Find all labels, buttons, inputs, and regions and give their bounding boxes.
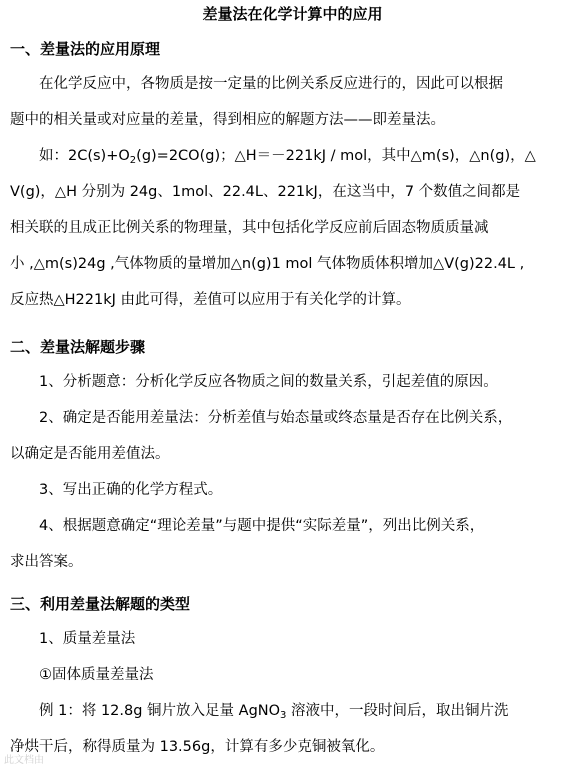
example-values-line-2: 相关联的且成正比例关系的物理量，其中包括化学反应前后固态物质质量减 (10, 220, 489, 236)
step-2-line-2: 以确定是否能用差值法。 (10, 446, 170, 462)
step-1: 1、分析题意：分析化学反应各物质之间的数量关系，引起差值的原因。 (39, 374, 498, 390)
document-title: 差量法在化学计算中的应用 (202, 5, 383, 23)
section-1-heading: 一、差量法的应用原理 (10, 40, 161, 58)
section-3-body (10, 621, 575, 765)
type-1-label: 1、质量差量法 (39, 631, 136, 647)
equation-line: 如：$2C(s)+O_2(g)=2CO(g)$；△H＝－221kJ / mol，其中△m(s)，△n(g)，△ (39, 148, 536, 166)
subtype-1-label: ①固体质量差量法 (39, 667, 154, 683)
section-3-heading: 三、利用差量法解题的类型 (10, 595, 191, 613)
step-2-line-1: 2、确定是否能用差量法：分析差值与始态量或终态量是否存在比例关系， (39, 410, 513, 426)
step-4-line-2: 求出答案。 (10, 554, 83, 570)
step-4-line-1: 4、根据题意确定“理论差量”与题中提供“实际差量”，列出比例关系， (39, 518, 485, 534)
principle-line-1: 在化学反应中，各物质是按一定量的比例关系反应进行的，因此可以根据 (39, 76, 503, 92)
example-1-line-1: 例 1：将 12.8g 铜片放入足量 AgNO$_3$ 溶液中，一段时间后，取出铜片洗 (39, 703, 509, 721)
example-values-line-4: 反应热△H221kJ 由此可得，差值可以应用于有关化学的计算。 (10, 292, 411, 308)
example-values-line-1: V(g)，△H 分别为 24g、1mol、22.4L、221kJ，在这当中，7 个数值之间都是 (10, 184, 521, 200)
section-1-body (10, 66, 575, 318)
example-values-line-3: 小 ,△m(s)24g ,气体物质的量增加△n(g)1 mol 气体物质体积增加△V(g)22.4L , (10, 256, 525, 272)
step-3: 3、写出正确的化学方程式。 (39, 482, 223, 498)
watermark: 此文档由 (4, 755, 44, 766)
section-2-body (10, 364, 575, 580)
example-1-line-2: 净烘干后，称得质量为 13.56g，计算有多少克铜被氧化。 (10, 739, 385, 755)
principle-line-2: 题中的相关量或对应量的差量，得到相应的解题方法——即差量法。 (10, 112, 445, 128)
section-2-heading: 二、差量法解题步骤 (10, 338, 146, 356)
